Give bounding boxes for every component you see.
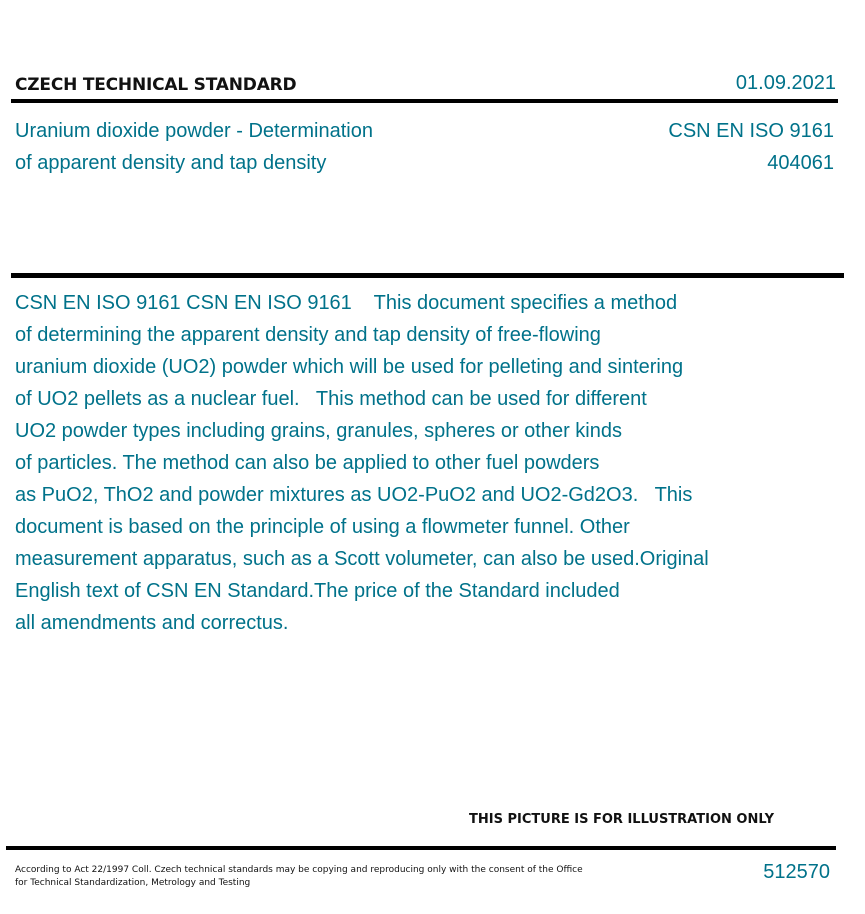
- standard-title: [15, 115, 455, 179]
- abstract-line: all amendments and correctus.: [15, 612, 289, 634]
- abstract-line: UO2 powder types including grains, granules, spheres or other kinds: [15, 420, 622, 442]
- abstract-line: of particles. The method can also be applied to other fuel powders: [15, 452, 600, 474]
- footer-divider: [6, 846, 836, 850]
- title-line-1: Uranium dioxide powder - Determination: [15, 120, 373, 142]
- section-divider: [11, 273, 844, 278]
- standard-code: CSN EN ISO 9161: [668, 120, 834, 142]
- abstract-line: as PuO2, ThO2 and powder mixtures as UO2-PuO2 and UO2-Gd2O3. This: [15, 484, 693, 506]
- abstract-line: CSN EN ISO 9161 CSN EN ISO 9161 This document specifies a method: [15, 292, 678, 314]
- header-divider: [11, 99, 838, 103]
- illustration-note: THIS PICTURE IS FOR ILLUSTRATION ONLY: [469, 812, 774, 827]
- legal-line-1: According to Act 22/1997 Coll. Czech technical standards may be copying and reproducing only with the consent of the Office: [15, 865, 583, 875]
- title-line-2: of apparent density and tap density: [15, 152, 327, 174]
- legal-line-2: for Technical Standardization, Metrology and Testing: [15, 878, 251, 888]
- abstract-line: English text of CSN EN Standard.The price of the Standard included: [15, 580, 620, 602]
- standard-codes: [668, 115, 834, 179]
- abstract-text: [15, 287, 795, 639]
- abstract-line: document is based on the principle of using a flowmeter funnel. Other: [15, 516, 630, 538]
- abstract-line: of UO2 pellets as a nuclear fuel. This method can be used for different: [15, 388, 647, 410]
- legal-notice: [15, 864, 595, 890]
- publication-date: 01.09.2021: [735, 72, 836, 94]
- abstract-line: of determining the apparent density and tap density of free-flowing: [15, 324, 601, 346]
- abstract-line: uranium dioxide (UO2) powder which will be used for pelleting and sintering: [15, 356, 684, 378]
- abstract-line: measurement apparatus, such as a Scott volumeter, can also be used.Original: [15, 548, 709, 570]
- classification-code: 404061: [767, 152, 834, 174]
- document-number: 512570: [763, 861, 830, 883]
- standard-type-heading: CZECH TECHNICAL STANDARD: [15, 75, 297, 95]
